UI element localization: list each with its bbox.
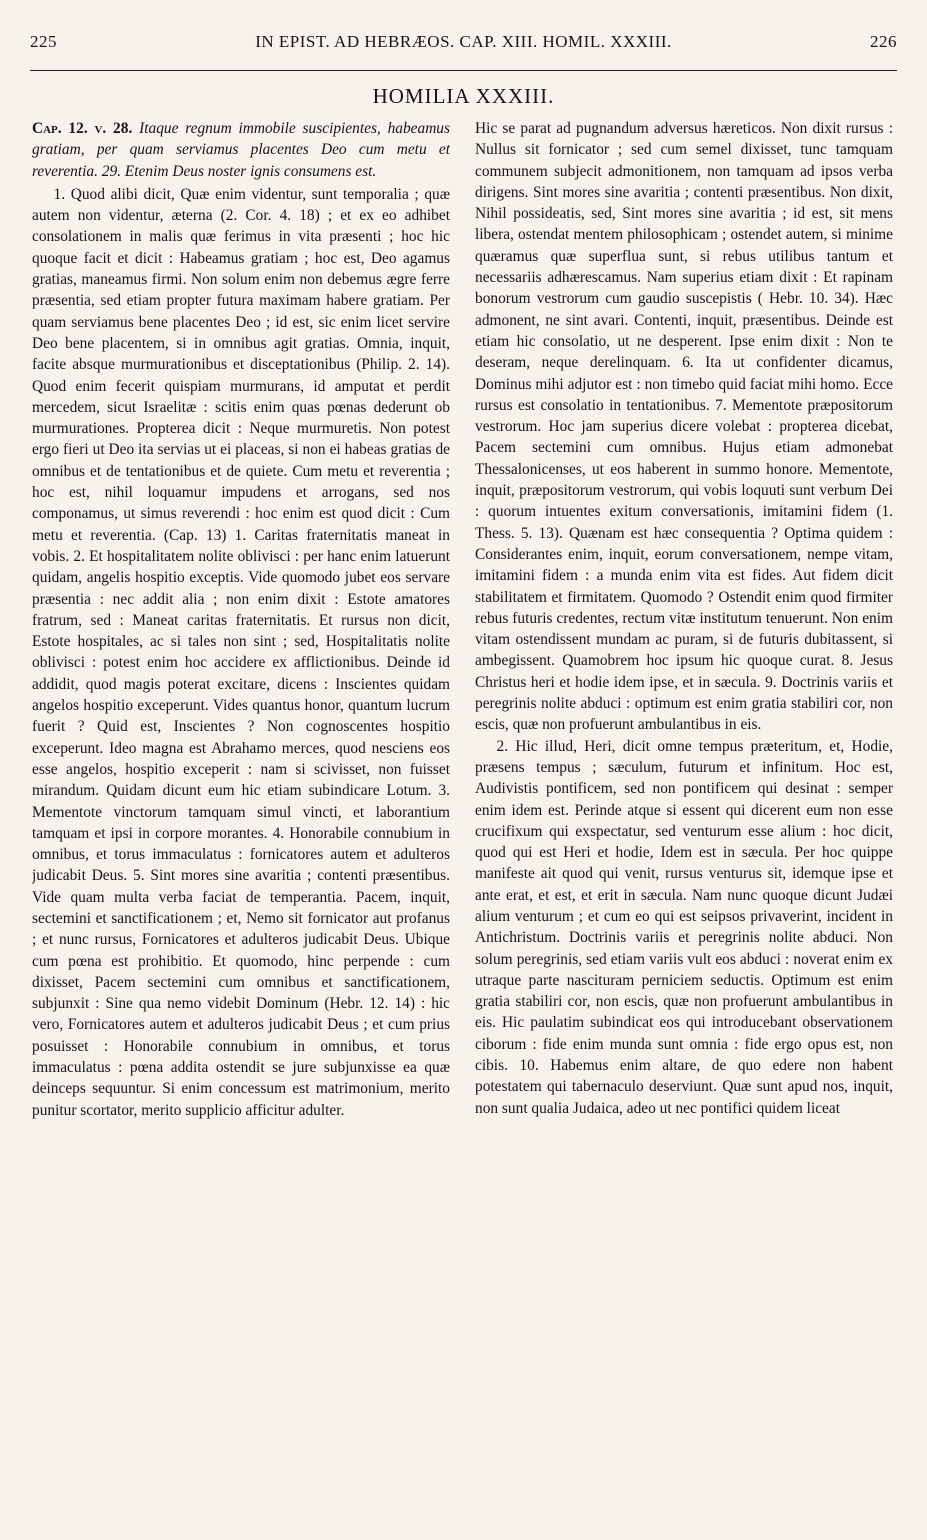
homily-title: HOMILIA XXXIII. (372, 84, 555, 108)
paragraph: 2. Hic illud, Heri, dicit omne tempus præteritum, et, Hodie, præsens tempus ; sæculum, futurum et infinitum. Hoc est, Audivistis pontificem, sed non pontificem qui desinat : semper enim idem est. Perinde atque si essent qui dicerent eum non esse crucifixum qui exspectatur, sed venturum esse alium : hoc dicit, quod qui est Heri et hodie, Idem est in sæcula. Per hoc quippe manifeste ait quod qui venit, rursus venturus sit, idemque ipse et ante erat, et est, et erit in sæcula. Nam nunc quoque dicunt Judæi alium venturum ; et cum eo qui est seipsos privaverint, incident in Antichristum. Doctrinis variis et peregrinis nolite abduci. Non solum peregrinis, sed etiam variis vult eos abduci : noverat enim ex utraque parte nascituram perniciem seductis. Optimum est enim gratia stabiliri cor, non escis, quæ non profuerunt ambulantibus in eis. Hic paulatim subindicat eos qui introducebant observationem ciborum : fide enim munda sunt omnia : fide ergo opus est, non cibis. 10. Habemus enim altare, de quo edere non habent potestatem qui tabernaculo deserviunt. Quæ sunt apud nos, inquit, non sunt qualia Judaica, adeo ut nec pontifici quidem liceat (475, 737, 893, 1117)
running-head (30, 32, 897, 60)
paragraph: 1. Quod alibi dicit, Quæ enim videntur, sunt temporalia ; quæ autem non videntur, æterna (2. Cor. 4. 18) ; et ex eo adhibet consolationem in malis quæ ferimus in vita præsenti ; hoc hic quoque facit et dicit : Habeamus gratiam ; hoc est, Deo agamus gratias, maneamus firmi. Non solum enim non debemus ægre ferre præsentia, sed etiam propter futura maximam habere gratiam. Per quam serviamus bene placentes Deo ; id est, sic enim licet servire Deo bene placentem, si in omnibus agit gratias. Omnia, inquit, facite absque murmurationibus et disceptationibus (Philip. 2. 14). Quod enim fecerit quispiam murmurans, id amputat et perdit mercedem, sicut Israelitæ : scitis enim quas pœnas dederunt ob murmurationes. Propterea dicit : Neque murmuretis. Non potest ergo fieri ut Deo ita servias ut ei placeas, si non ei habeas gratias de omnibus et de tentationibus et de quiete. Cum metu et reverentia ; hoc est, nihil loquamur impudens et arrogans, sed nos componamus, ut simus reverendi : hoc enim est quod dicit : Cum metu et reverentia. (Cap. 13) 1. Caritas fraternitatis maneat in vobis. 2. Et hospitalitatem nolite oblivisci : per hanc enim latuerunt quidam, angelis hospitio exceptis. Vide quomodo jubet eos servare præsentia : nec addit alia ; non enim dixit : Estote amatores fratrum, sed : Maneat caritas fraternitatis. Et rursus non dicit, Estote hospitales, ac si tales non sint ; sed, Hospitalitatis nolite oblivisci : potest enim hoc accidere ex afflictionibus. Deinde id addidit, quod magis poterat excitare, dicens : Inscientes quidam angelos hospitio exceperunt. Vides quantus honor, quantum lucrum fuerit ? Quid est, Inscientes ? Non cognoscentes hospitio exceperunt. Ideo magna est Abrahamo merces, quod nesciens eos esse angelos, hospitio exceperit : nam si scivisset, non fuisset mirandum. Quidam dicunt eum hic etiam subindicare Lotum. 3. Mementote vinctorum tamquam simul vincti, et laborantium tamquam et ipsi in corpore morantes. 4. Honorabile connubium in omnibus, et torus immaculatus : fornicatores autem et adulteros judicabit Deus. 5. Sint mores sine avaritia ; contenti præsentibus. Vide quam multa verba faciat de temperantia. Pacem, inquit, sectemini et sanctificationem ; et, Nemo sit fornicator aut profanus ; et nunc rursus, Fornicatores et adulteros judicabit Deus. Ubique cum pœna est prohibitio. Et quomodo, hinc perpende : cum dixisset, Pacem sectemini cum omnibus et sanctificationem, subjunxit : Sine qua nemo videbit Dominum (Hebr. 12. 14) : hic vero, Fornicatores autem et adulteros judicabit Deus ; et cum prius posuisset : Honorabile connubium in omnibus, et torus immaculatus : pœna addita ostendit se jure subjunxisse ea quæ deinceps sequuntur. Si enim concessum est matrimonium, merito punitur scortator, merito supplicio afficitur adulter. (32, 185, 450, 1119)
lemma-text: Itaque regnum immobile suscipientes, habeamus gratiam, per quam serviamus placentes Deo cum metu et reverentia. 29. Etenim Deus noster ignis consumens est. (32, 120, 450, 180)
right-column (475, 118, 893, 1530)
header-rule (30, 70, 897, 71)
paragraph: Hic se parat ad pugnandum adversus hæreticos. Non dixit rursus : Nullus sit fornicator ; sed cum semel dixisset, tunc tamquam communem subjecit admonitionem, non tamquam ad ipsos verba dirigens. Sint mores sine avaritia ; contenti præsentibus. Non dixit, Nihil possideatis, sed, Sint mores sine avaritia ; id est, sit mens libera, ostendat mentem philosophicam ; ostendet autem, si minime quæramus quæ superflua sunt, si rebus utilibus tantum et necessariis adhærescamus. Nam superius etiam dixit : Et rapinam bonorum vestrorum cum gaudio suscepistis ( Hebr. 10. 34). Hæc admonent, ne sint avari. Contenti, inquit, præsentibus. Deinde est etiam hic consolatio, ut ne desperent. Ipse enim dixit : Non te deseram, neque derelinquam. 6. Ita ut confidenter dicamus, Dominus mihi adjutor est : non timebo quid faciat mihi homo. Ecce rursus est consolatio in tentationibus. 7. Mementote præpositorum vestrorum. Hoc jam superius dicere volebat : propterea dicebat, Pacem sectemini cum omnibus. Hujus etiam admonebat Thessalonicenses, ut eos haberent in summo honore. Mementote, inquit, præpositorum vestrorum, qui vobis loquuti sunt verbum Dei : quorum intuentes exitum conversationis, imitamini fidem (1. Thess. 5. 13). Quænam est hæc consequentia ? Optima quidem : Considerantes enim, inquit, eorum conversationem, nempe vitam, imitamini fidem : a munda enim vita est fides. Aut fidem dicit stabilitatem et firmitatem. Quomodo ? Ostendit enim quod firmiter rebus futuris credentes, rectum vitæ institutum tenuerunt. Non enim vitam ostendissent mundam ac puram, si de futuris dubitassent, si ambegissent. Quamobrem hoc ipsum hic quoque curat. 8. Jesus Christus heri et hodie idem ipse, et in sæcula. 9. Doctrinis variis et peregrinis nolite abduci : optimum est enim gratia stabiliri cor, non escis, quæ non profuerunt ambulantibus in eis. (475, 120, 893, 734)
page-number-right: 226 (870, 32, 897, 51)
page-number-left: 225 (30, 32, 57, 51)
running-title: IN EPIST. AD HEBRÆOS. CAP. XIII. HOMIL. XXXIII. (255, 32, 672, 51)
left-column (32, 118, 450, 1530)
lemma (32, 118, 450, 182)
lemma-reference: Cap. 12. v. 28. (32, 120, 133, 137)
